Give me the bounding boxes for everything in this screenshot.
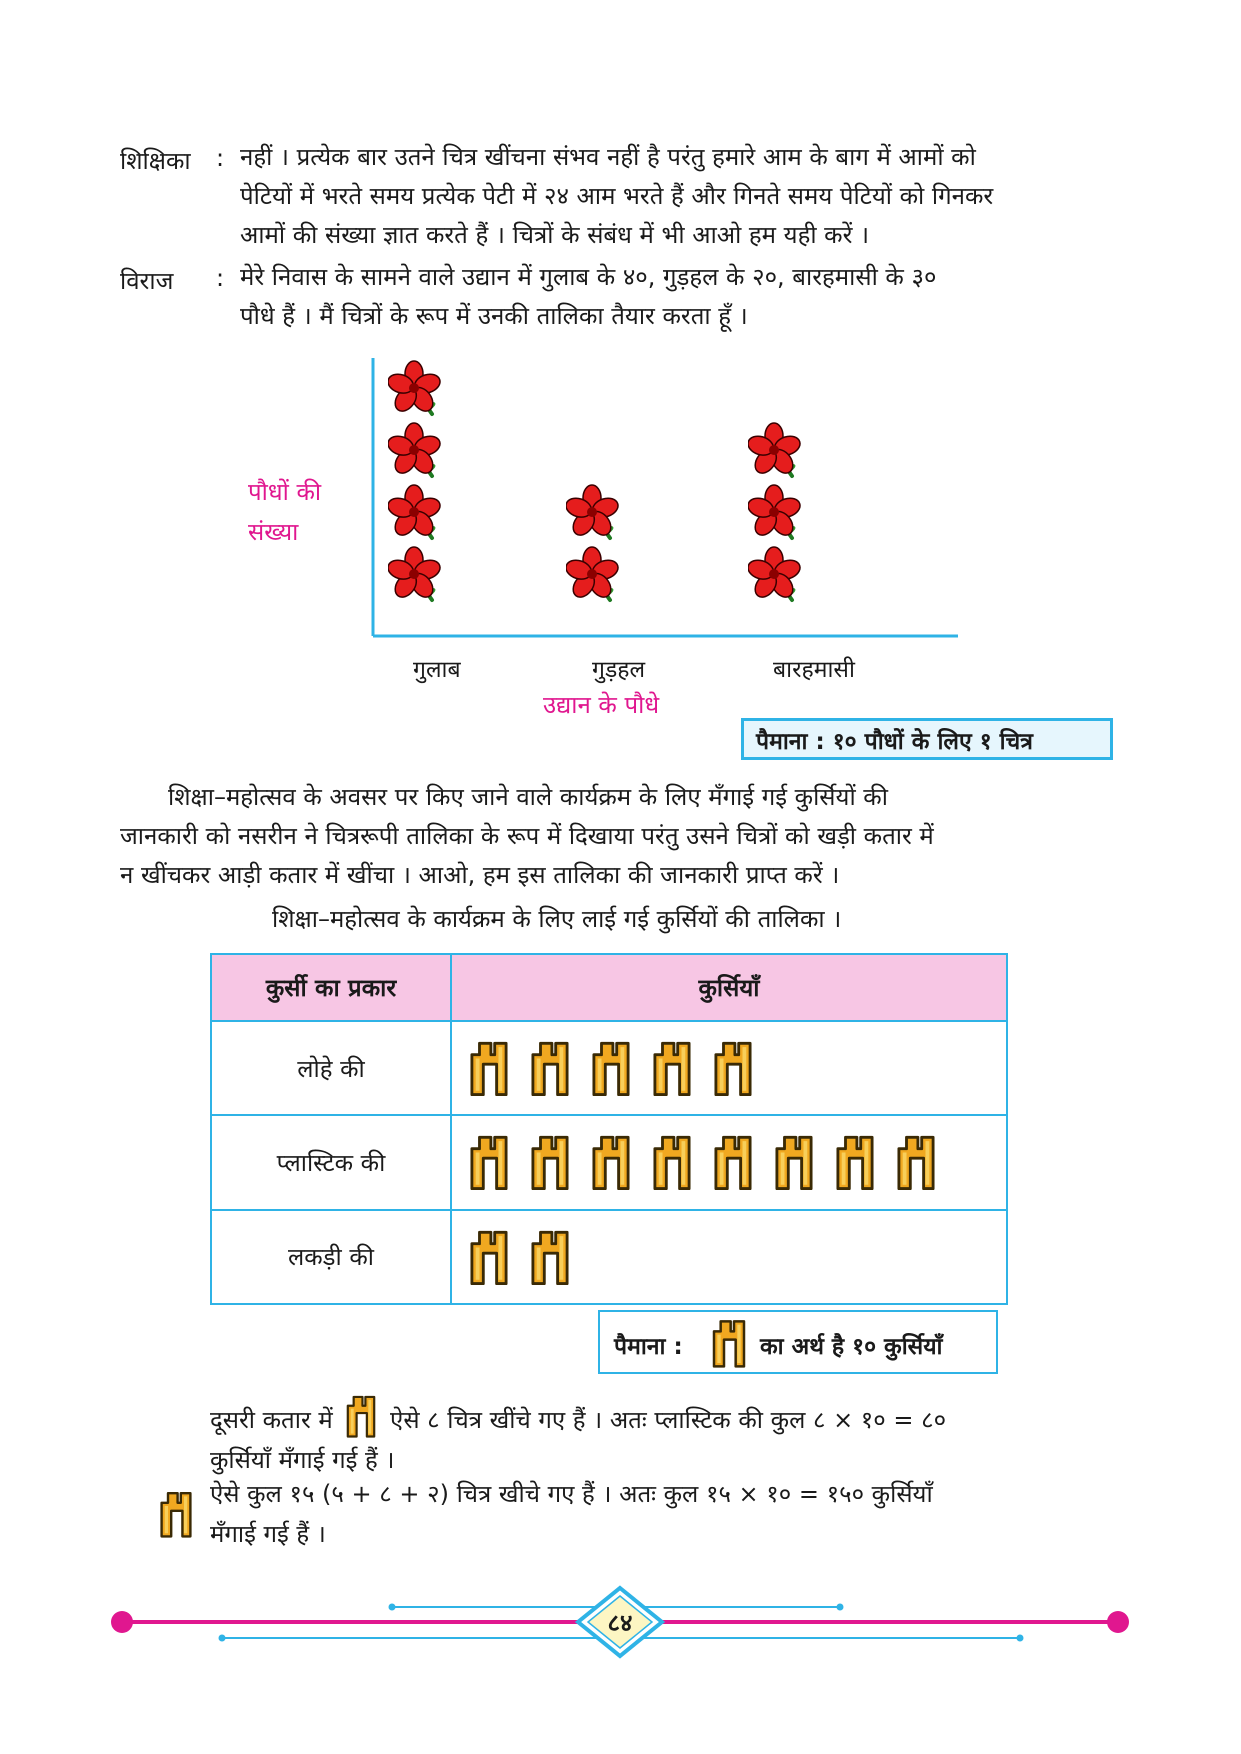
x-tick-label: बारहमासी <box>773 657 855 683</box>
intro-paragraph <box>120 778 1120 895</box>
flower-icon <box>388 422 442 482</box>
chair-icon <box>897 1132 935 1192</box>
y-axis-label <box>248 472 321 552</box>
text-line: शिक्षा–महोत्सव के अवसर पर किए जाने वाले कार्यक्रम के लिए मँगाई गई कुर्सियों की <box>168 783 888 811</box>
chair-icon <box>836 1132 874 1192</box>
x-axis-label: उद्यान के पौधे <box>543 691 660 719</box>
chair-icon <box>531 1132 569 1192</box>
flower-icon <box>566 484 620 544</box>
flower-icon <box>388 546 442 606</box>
table-row <box>211 1021 1007 1115</box>
scale-prefix: पैमाना : <box>614 1334 683 1360</box>
chair-icon <box>160 1490 192 1538</box>
flower-icon <box>748 422 802 482</box>
chair-icon <box>714 1038 752 1098</box>
chair-icon <box>653 1038 691 1098</box>
text-line: पौधे हैं । मैं चित्रों के रूप में उनकी तालिका तैयार करता हूँ । <box>240 302 748 330</box>
speaker-label: शिक्षिका <box>120 147 191 175</box>
chair-icon <box>470 1227 508 1287</box>
note-1 <box>210 1394 1120 1480</box>
flower-icon <box>566 546 620 606</box>
chart-axes <box>370 358 960 640</box>
table-row <box>211 1115 1007 1209</box>
text-line: जानकारी को नसरीन ने चित्ररूपी तालिका के रूप में दिखाया परंतु उसने चित्रों को खड़ी कतार में <box>120 822 934 850</box>
chair-type-cell: लकड़ी की <box>211 1210 451 1304</box>
scale-suffix: का अर्थ है १० कुर्सियाँ <box>760 1334 943 1360</box>
text-span: ऐसे ८ चित्र खींचे गए हैं । अतः प्लास्टिक की कुल ८ × १० = ८० <box>390 1406 947 1434</box>
chair-type-cell: लोहे की <box>211 1021 451 1115</box>
dialogue-text <box>240 138 1120 255</box>
text-line: मँगाई गई हैं । <box>210 1520 326 1548</box>
flower-icon <box>748 484 802 544</box>
chair-icon <box>592 1132 630 1192</box>
column-header: कुर्सियाँ <box>451 954 1007 1021</box>
chair-table <box>210 953 1008 1305</box>
text-span: दूसरी कतार में <box>210 1406 333 1434</box>
chair-icon <box>531 1038 569 1098</box>
flower-icon <box>388 360 442 420</box>
flower-icon <box>748 546 802 606</box>
x-tick-label: गुलाब <box>413 657 461 683</box>
chair-type-cell: प्लास्टिक की <box>211 1115 451 1209</box>
note-2 <box>210 1474 1120 1554</box>
chair-icon <box>592 1038 630 1098</box>
chair-icon <box>470 1132 508 1192</box>
chair-icon <box>346 1394 376 1438</box>
chair-icon <box>775 1132 813 1192</box>
chair-icons-cell <box>451 1210 1007 1304</box>
chair-icon <box>714 1132 752 1192</box>
text-line: आमों की संख्या ज्ञात करते हैं । चित्रों के संबंध में भी आओ हम यही करें । <box>240 221 870 249</box>
text-line: ऐसे कुल १५ (५ + ८ + २) चित्र खीचे गए हैं । अतः कुल १५ × १० = १५० कुर्सियाँ <box>210 1480 933 1508</box>
pictograph-scale-box: पैमाना : १० पौधों के लिए १ चित्र <box>741 718 1113 760</box>
y-axis-label-line: संख्या <box>248 518 299 546</box>
dialogue-text <box>240 258 1120 336</box>
chair-icons-cell <box>451 1021 1007 1115</box>
x-tick-label: गुड़हल <box>592 657 646 683</box>
chair-scale-box <box>598 1310 998 1374</box>
chair-icon <box>531 1227 569 1287</box>
table-title: शिक्षा–महोत्सव के कार्यक्रम के लिए लाई गई कुर्सियों की तालिका । <box>272 905 842 933</box>
page-number: ८४ <box>607 1609 633 1637</box>
text-line: पेटियों में भरते समय प्रत्येक पेटी में २४ आम भरते हैं और गिनते समय पेटियों को गिनकर <box>240 182 994 210</box>
text-line: मेरे निवास के सामने वाले उद्यान में गुलाब के ४०, गुड़हल के २०, बारहमासी के ३० <box>240 263 937 291</box>
table-row <box>211 1210 1007 1304</box>
chair-icon <box>470 1038 508 1098</box>
y-axis-label-line: पौधों की <box>248 478 322 506</box>
text-line: न खींचकर आड़ी कतार में खींचा । आओ, हम इस तालिका की जानकारी प्राप्त करें । <box>120 861 840 889</box>
colon: : <box>216 264 225 292</box>
chair-icons-cell <box>451 1115 1007 1209</box>
column-header: कुर्सी का प्रकार <box>211 954 451 1021</box>
colon: : <box>216 144 225 172</box>
flower-icon <box>388 484 442 544</box>
text-line: कुर्सियाँ मँगाई गई हैं । <box>210 1446 395 1474</box>
speaker-label: विराज <box>120 267 174 295</box>
text-line: नहीं । प्रत्येक बार उतने चित्र खींचना संभव नहीं है परंतु हमारे आम के बाग में आमों को <box>240 143 976 171</box>
chair-icon <box>653 1132 691 1192</box>
chair-icon <box>712 1318 746 1368</box>
table-header-row <box>211 954 1007 1021</box>
